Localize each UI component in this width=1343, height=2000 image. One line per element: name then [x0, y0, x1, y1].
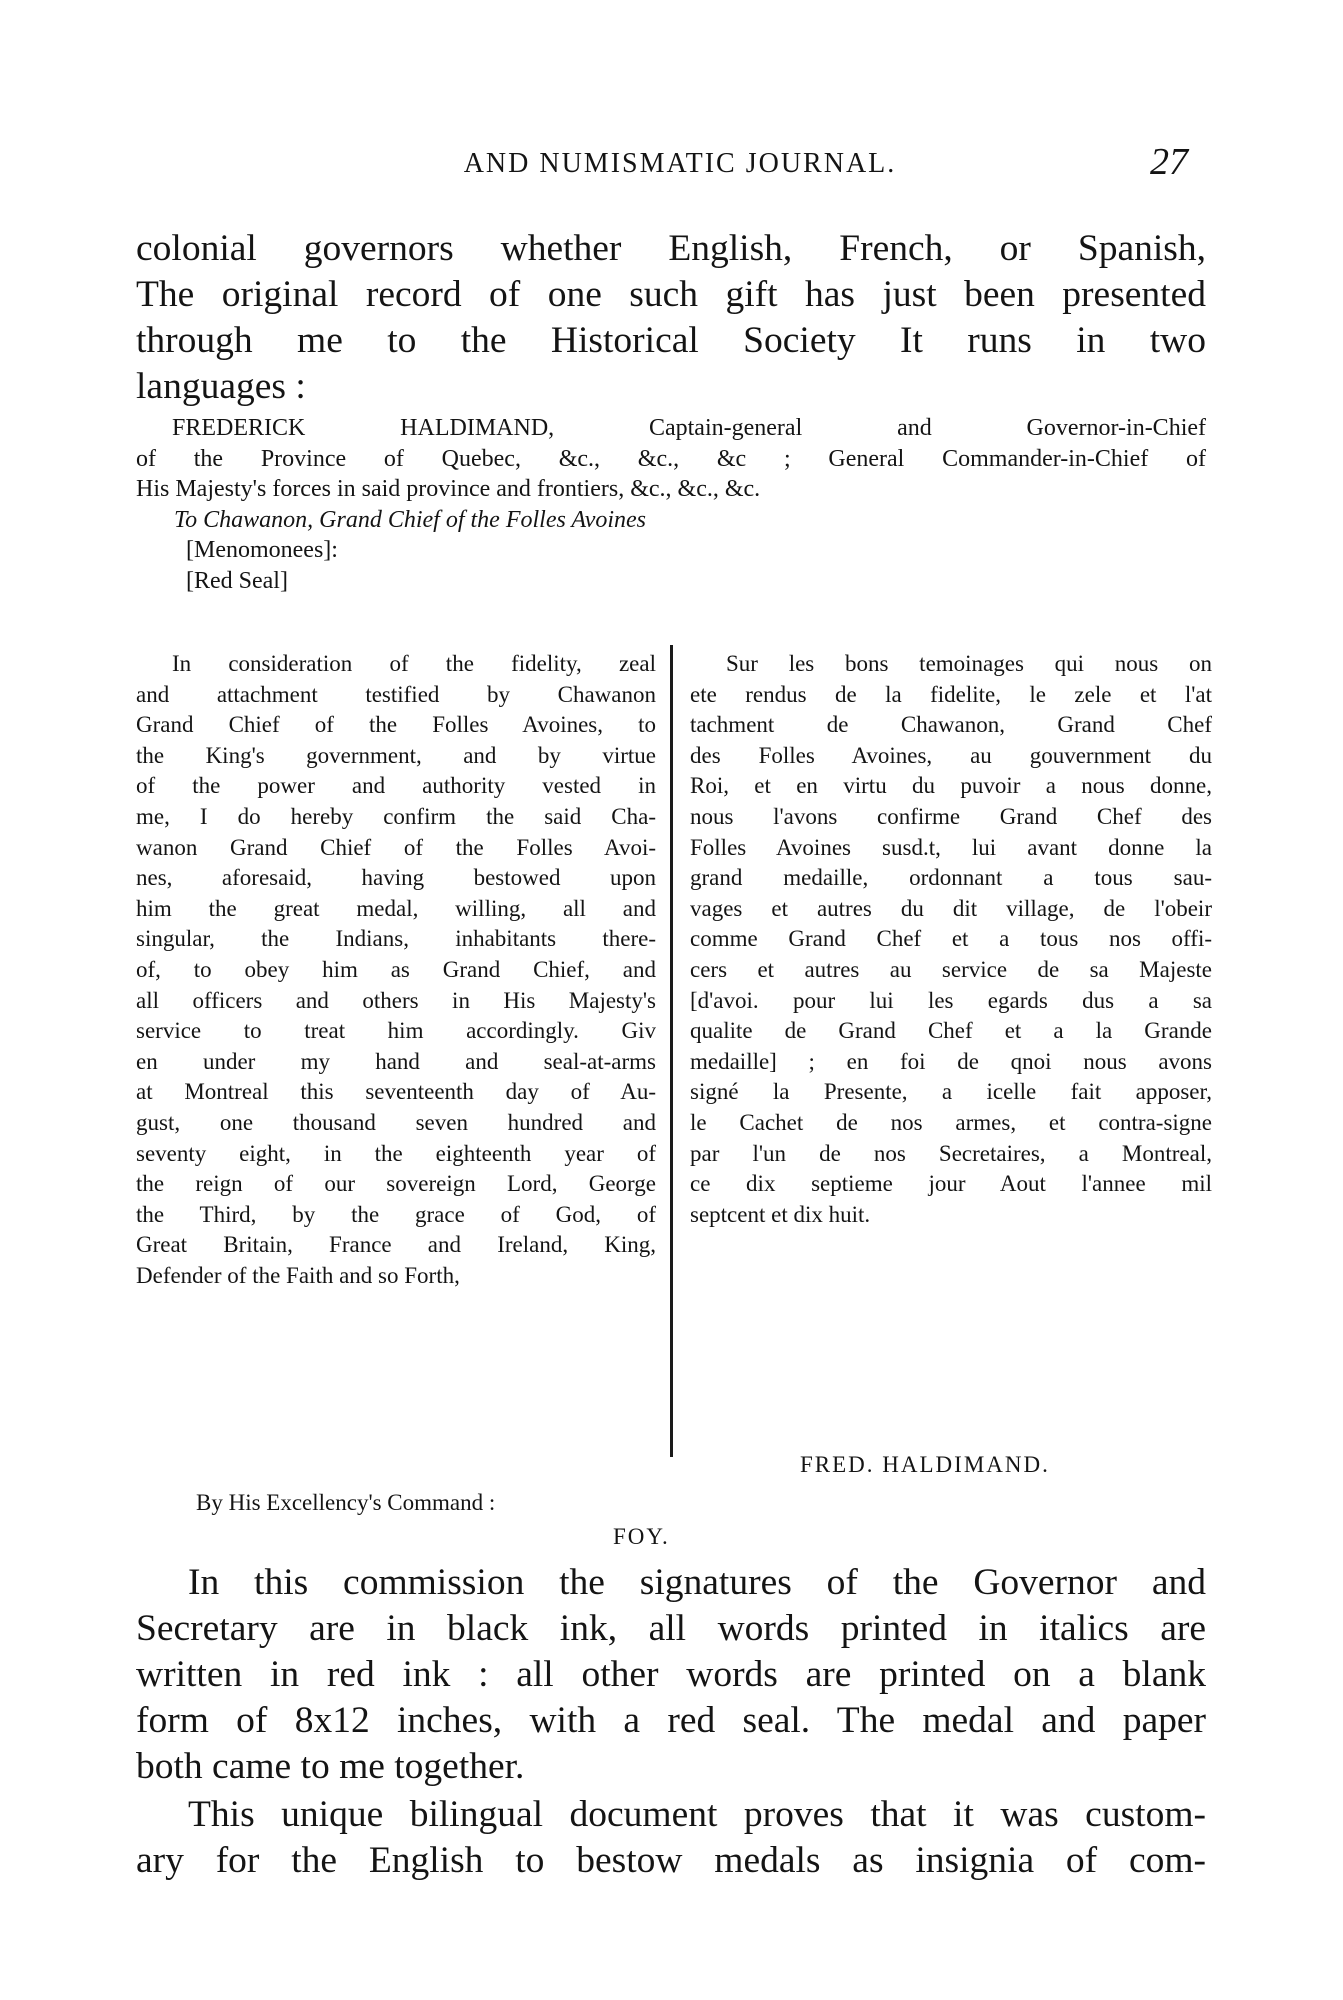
tribe-note: [Menomonees]: [186, 537, 338, 564]
english-line: the Third, by the grace of God, of [136, 1201, 656, 1227]
french-line: qualite de Grand Chef et a la Grande [690, 1018, 1212, 1044]
french-line: Sur les bons temoinages qui nous on [726, 651, 1212, 676]
page-number: 27 [1150, 141, 1188, 183]
french-line: le Cachet de nos armes, et contra-signe [690, 1109, 1212, 1135]
english-line: In consideration of the fidelity, zeal [172, 651, 656, 676]
running-title: AND NUMISMATIC JOURNAL. [463, 148, 897, 179]
intro-line: through me to the Historical Society It runs in two [136, 320, 1206, 361]
french-line: medaille] ; en foi de qnoi nous avons [690, 1048, 1212, 1074]
english-line: Grand Chief of the Folles Avoines, to [136, 712, 656, 738]
english-line: gust, one thousand seven hundred and [136, 1109, 656, 1135]
english-line: seventy eight, in the eighteenth year of [136, 1140, 656, 1166]
seal-note: [Red Seal] [186, 567, 288, 594]
commission-heading [136, 413, 1206, 597]
english-line: Great Britain, France and Ireland, King, [136, 1232, 656, 1258]
column-divider [670, 645, 673, 1457]
french-line: ce dix septieme jour Aout l'annee mil [690, 1171, 1212, 1197]
french-line: des Folles Avoines, au gouvernment du [690, 742, 1212, 768]
english-line: en under my hand and seal-at-arms [136, 1048, 656, 1074]
intro-line: colonial governors whether English, French, or Spanish, [136, 228, 1206, 269]
command-line: By His Excellency's Command : [196, 1490, 496, 1515]
french-line: vages et autres du dit village, de l'obeir [690, 895, 1212, 921]
addressee: To Chawanon, Grand Chief of the Folles Avoines [174, 506, 647, 533]
english-line: of, to obey him as Grand Chief, and [136, 956, 656, 982]
french-line: cers et autres au service de sa Majeste [690, 956, 1212, 982]
closing-line: This unique bilingual document proves that it was custom- [188, 1794, 1206, 1835]
closing-paragraph-2 [136, 1792, 1206, 1884]
english-line: and attachment testified by Chawanon [136, 681, 656, 707]
english-line: the King's government, and by virtue [136, 742, 656, 768]
french-column [690, 649, 1212, 1230]
intro-paragraph [136, 226, 1206, 410]
french-line: tachment de Chawanon, Grand Chef [690, 712, 1212, 738]
closing-paragraph-1 [136, 1560, 1206, 1790]
english-line: him the great medal, willing, all and [136, 895, 656, 921]
english-line: of the power and authority vested in [136, 773, 656, 799]
french-line: septcent et dix huit. [690, 1201, 871, 1227]
english-line: Defender of the Faith and so Forth, [136, 1262, 460, 1288]
heading-line: His Majesty's forces in said province and frontiers, &c., &c., &c. [136, 476, 761, 503]
closing-line: ary for the English to bestow medals as insignia of com- [136, 1840, 1206, 1881]
english-line: singular, the Indians, inhabitants there- [136, 926, 656, 952]
closing-line: both came to me together. [136, 1746, 525, 1787]
french-line: par l'un de nos Secretaires, a Montreal, [690, 1140, 1212, 1166]
french-line: nous l'avons confirme Grand Chef des [690, 803, 1212, 829]
intro-line: The original record of one such gift has just been presented [136, 274, 1206, 315]
intro-line: languages : [136, 366, 306, 407]
french-line: signé la Presente, a icelle fait apposer, [690, 1079, 1212, 1105]
french-line: ete rendus de la fidelite, le zele et l'at [690, 681, 1212, 707]
heading-line: of the Province of Quebec, &c., &c., &c ; General Commander-in-Chief of [136, 445, 1206, 472]
english-line: wanon Grand Chief of the Folles Avoi- [136, 834, 656, 860]
english-line: service to treat him accordingly. Giv [136, 1018, 656, 1044]
closing-line: written in red ink : all other words are printed on a blank [136, 1654, 1206, 1695]
governor-signature: FRED. HALDIMAND. [800, 1452, 1050, 1477]
french-line: [d'avoi. pour lui les egards dus a sa [690, 987, 1212, 1013]
english-line: the reign of our sovereign Lord, George [136, 1171, 656, 1197]
closing-line: form of 8x12 inches, with a red seal. The medal and paper [136, 1700, 1206, 1741]
closing-line: In this commission the signatures of the Governor and [188, 1562, 1206, 1603]
english-line: at Montreal this seventeenth day of Au- [136, 1079, 656, 1105]
closing-line: Secretary are in black ink, all words printed in italics are [136, 1608, 1206, 1649]
english-line: all officers and others in His Majesty's [136, 987, 656, 1013]
english-line: me, I do hereby confirm the said Cha- [136, 803, 656, 829]
french-line: Folles Avoines susd.t, lui avant donne la [690, 834, 1212, 860]
heading-line: FREDERICK HALDIMAND, Captain-general and Governor-in-Chief [172, 415, 1206, 441]
french-line: comme Grand Chef et a tous nos offi- [690, 926, 1212, 952]
french-line: Roi, et en virtu du puvoir a nous donne, [690, 773, 1212, 799]
french-line: grand medaille, ordonnant a tous sau- [690, 865, 1212, 891]
english-column [136, 649, 656, 1291]
english-line: nes, aforesaid, having bestowed upon [136, 865, 656, 891]
secretary-signature: FOY. [613, 1524, 670, 1549]
